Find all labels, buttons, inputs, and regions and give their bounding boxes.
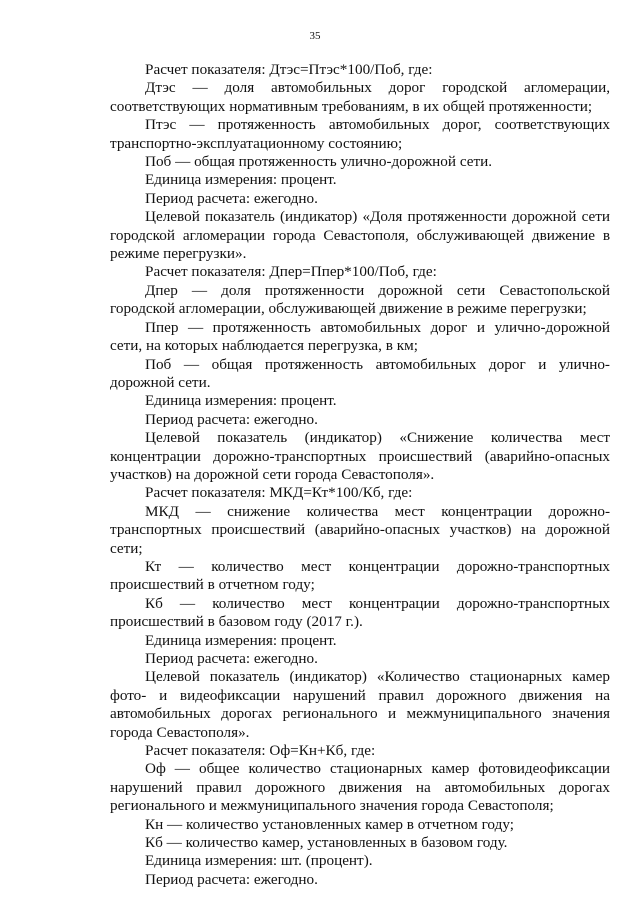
variable-definition: Кн — количество установленных камер в отчетном году;: [145, 815, 514, 833]
unit-line: Единица измерения: процент.: [145, 171, 337, 189]
document-body: [110, 61, 610, 889]
formula-line: Расчет показателя: Оф=Кн+Кб, где:: [145, 742, 376, 760]
unit-line: Единица измерения: процент.: [145, 631, 337, 649]
variable-definition: Кб — количество мест концентрации дорожно-транспортных происшествий в базовом году (2017 г.).: [110, 594, 610, 631]
variable-definition: Кб — количество камер, установленных в базовом году.: [145, 834, 508, 852]
variable-definition: Птэс — протяженность автомобильных дорог, соответствующих транспортно-эксплуатационному состоянию;: [110, 116, 610, 152]
variable-definition: Поб — общая протяженность улично-дорожной сети.: [145, 153, 493, 171]
variable-definition: Дпер — доля протяженности дорожной сети Севастопольской городской агломерации, обслуживающей движение в режиме перегрузки;: [110, 281, 610, 318]
indicator-heading: Целевой показатель (индикатор) «Количество стационарных камер фото- и видеофиксации нарушений правил дорожного движения на автомобильных дорогах регионального и межмуниципального значения города Севастополя».: [110, 668, 610, 741]
unit-line: Единица измерения: процент.: [145, 392, 337, 410]
page-number: 35: [309, 30, 321, 42]
period-line: Период расчета: ежегодно.: [145, 870, 318, 888]
period-line: Период расчета: ежегодно.: [145, 650, 318, 667]
variable-definition: МКД — снижение количества мест концентрации дорожно-транспортных происшествий (аварийно-опасных участков) на дорожной сети;: [110, 502, 610, 557]
period-line: Период расчета: ежегодно.: [145, 410, 318, 428]
indicator-heading: Целевой показатель (индикатор) «Снижение количества мест концентрации дорожно-транспортных происшествий (аварийно-опасных участков) на дорожной сети города Севастополя».: [110, 429, 610, 483]
unit-line: Единица измерения: шт. (процент).: [145, 852, 373, 870]
variable-definition: Оф — общее количество стационарных камер фотовидеофиксации нарушений правил дорожного движения на автомобильных дорогах регионального и межмуниципального значения города Севастополя;: [110, 760, 610, 815]
formula-line: Расчет показателя: Дтэс=Птэс*100/Поб, где:: [145, 61, 433, 78]
period-line: Период расчета: ежегодно.: [145, 189, 318, 207]
formula-line: Расчет показателя: Дпер=Ппер*100/Поб, где:: [145, 263, 437, 281]
variable-definition: Поб — общая протяженность автомобильных дорог и улично-дорожной сети.: [110, 355, 610, 391]
formula-line: Расчет показателя: МКД=Кт*100/Кб, где:: [145, 484, 413, 502]
variable-definition: Дтэс — доля автомобильных дорог городской агломерации, соответствующих нормативным требованиям, в их общей протяженности;: [110, 79, 610, 115]
variable-definition: Кт — количество мест концентрации дорожно-транспортных происшествий в отчетном году;: [110, 557, 610, 594]
indicator-heading: Целевой показатель (индикатор) «Доля протяженности дорожной сети городской агломерации города Севастополя, обслуживающей движение в режиме перегрузки».: [110, 208, 610, 263]
variable-definition: Ппер — протяженность автомобильных дорог и улично-дорожной сети, на которых наблюдается перегрузка, в км;: [110, 318, 610, 355]
